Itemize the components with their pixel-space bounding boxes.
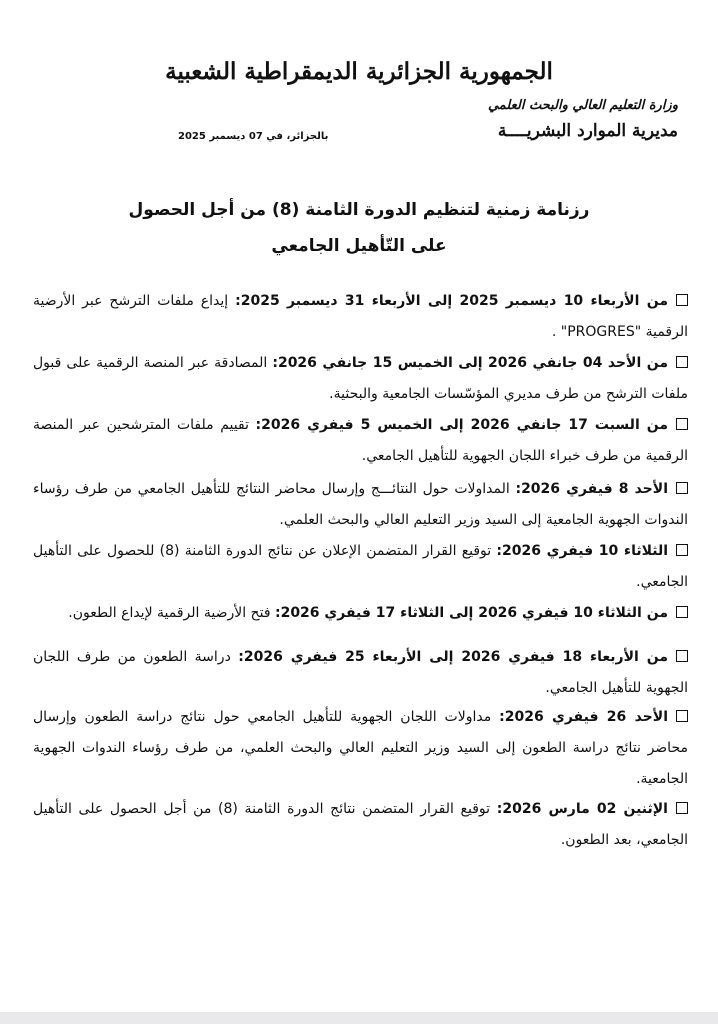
list-item (33, 598, 688, 629)
item-date: من الأربعاء 10 ديسمبر 2025 إلى الأربعاء 31 ديسمبر 2025: (235, 293, 668, 309)
item-date: من الأحد 04 جانفي 2026 إلى الخميس 15 جانفي 2026: (272, 355, 669, 371)
list-item (33, 474, 688, 536)
item-date: من الأربعاء 18 فيفري 2026 إلى الأربعاء 25 فيفري 2026: (238, 649, 668, 665)
item-text: المداولات حول النتائـــج وإرسال محاضر النتائج للتأهيل الجامعي من طرف رؤساء الندوات الجهوية الجامعية إلى السيد وزير التعليم العالي والبحث العلمي. (33, 481, 688, 528)
item-date: الأحد 26 فيفري 2026: (499, 709, 668, 725)
checkbox-icon (676, 650, 688, 662)
list-item (33, 794, 688, 856)
list-item (33, 536, 688, 598)
list-item (33, 348, 688, 410)
directorate-name: مديرية الموارد البشريــــة (497, 121, 678, 141)
item-text: توقيع القرار المتضمن الإعلان عن نتائج الدورة الثامنة (8) للحصول على التأهيل الجامعي. (33, 543, 688, 590)
item-date: الثلاثاء 10 فيفري 2026: (496, 543, 668, 559)
item-date: الإثنين 02 مارس 2026: (496, 801, 668, 817)
page-bottom-edge (0, 1012, 718, 1024)
dateline: بالجزائر، في 07 ديسمبر 2025 (178, 131, 329, 142)
item-date: الأحد 8 فيفري 2026: (515, 481, 668, 497)
checkbox-icon (676, 356, 688, 368)
checkbox-icon (676, 418, 688, 430)
item-text: المصادقة عبر المنصة الرقمية على قبول ملفات الترشح من طرف مديري المؤسّسات الجامعية والبحثية. (33, 355, 688, 402)
checkbox-icon (676, 544, 688, 556)
item-date: من السبت 17 جانفي 2026 إلى الخميس 5 فيفري 2026: (255, 417, 668, 433)
item-text: مداولات اللجان الجهوية للتأهيل الجامعي حول نتائج دراسة الطعون وإرسال محاضر نتائج دراسة الطعون إلى السيد وزير التعليم العالي والبحث العلمي، من طرف رؤساء الندوات الجهوية الجامعية. (33, 709, 688, 787)
document-title-line2: على التّأهيل الجامعي (271, 236, 447, 256)
checkbox-icon (676, 710, 688, 722)
item-text: فتح الأرضية الرقمية لإيداع الطعون. (68, 605, 275, 621)
item-date: من الثلاثاء 10 فيفري 2026 إلى الثلاثاء 17 فيفري 2026: (274, 605, 668, 621)
checkbox-icon (676, 802, 688, 814)
item-text: إيداع ملفات الترشح عبر الأرضية الرقمية "PROGRES" . (33, 293, 688, 340)
document-title-line1: رزنامة زمنية لتنظيم الدورة الثامنة (8) من أجل الحصول (128, 200, 590, 220)
checkbox-icon (676, 294, 688, 306)
item-text: توقيع القرار المتضمن نتائج الدورة الثامنة (8) من أجل الحصول على التأهيل الجامعي، بعد الطعون. (33, 801, 688, 848)
list-item (33, 286, 688, 348)
item-text: تقييم ملفات المترشحين عبر المنصة الرقمية من طرف خبراء اللجان الجهوية للتأهيل الجامعي. (33, 417, 688, 464)
list-item (33, 410, 688, 472)
republic-title: الجمهورية الجزائرية الديمقراطية الشعبية (165, 58, 553, 85)
checkbox-icon (676, 482, 688, 494)
list-item (33, 642, 688, 704)
checkbox-icon (676, 606, 688, 618)
item-text: دراسة الطعون من طرف اللجان الجهوية للتأهيل الجامعي. (33, 649, 688, 696)
list-item (33, 702, 688, 795)
ministry-name: وزارة التعليم العالي والبحث العلمي (487, 98, 678, 113)
